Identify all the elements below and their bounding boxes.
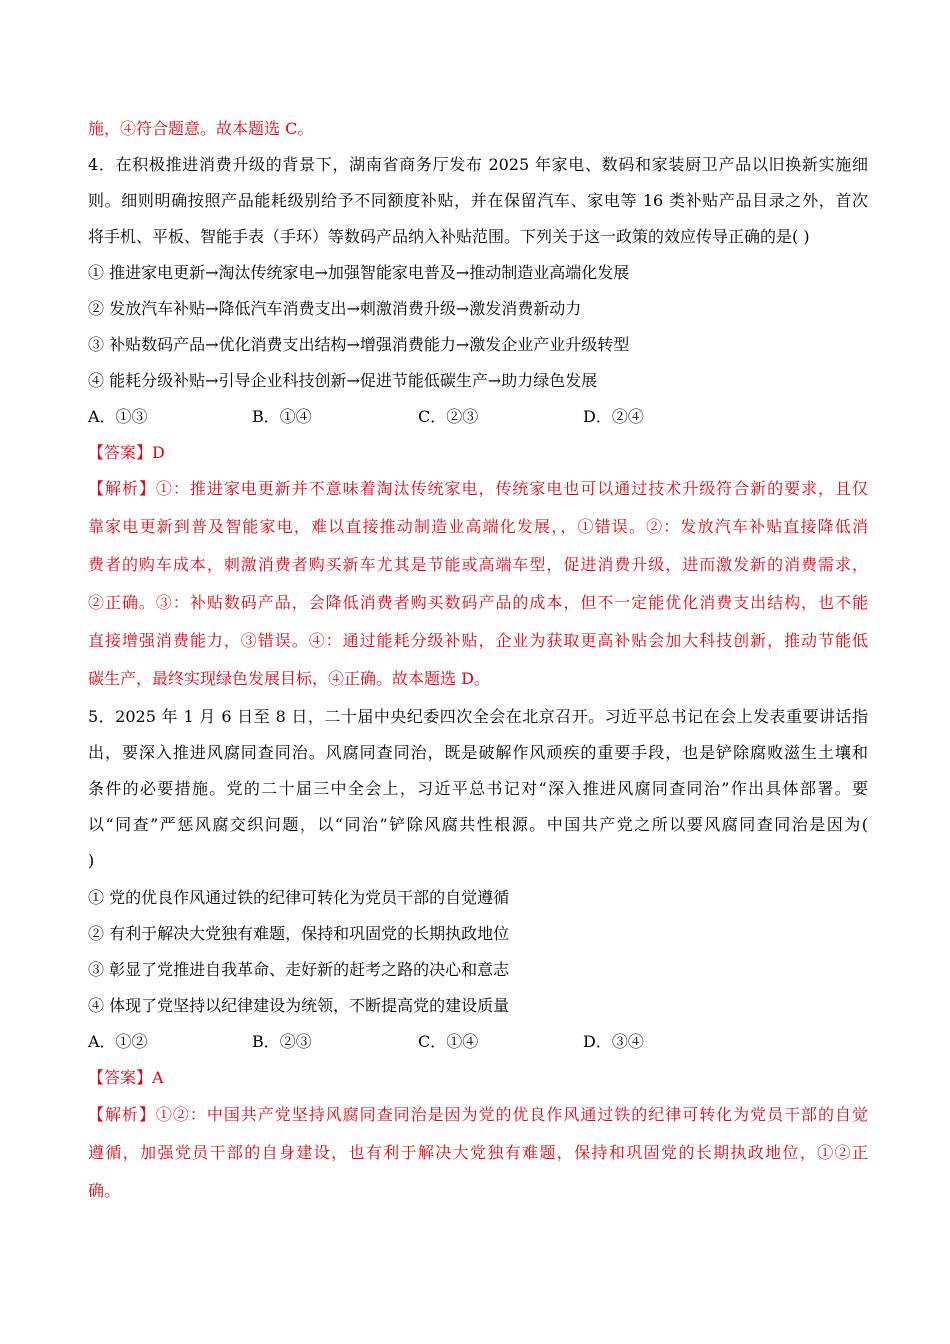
q4-statement-1: ① 推进家电更新→淘汰传统家电→加强智能家电普及→推动制造业高端化发展: [88, 263, 630, 282]
q4-stem-line: 4．在积极推进消费升级的背景下，湖南省商务厅发布 2025 年家电、数码和家装厨卫产品以旧换新实施细: [88, 155, 868, 174]
q5-statement-2: ② 有利于解决大党独有难题，保持和巩固党的长期执政地位: [88, 924, 510, 943]
q4-statement-4: ④ 能耗分级补贴→引导企业科技创新→促进节能低碳生产→助力绿色发展: [88, 371, 598, 390]
q5-stem-line: 5．2025 年 1 月 6 日至 8 日，二十届中央纪委四次全会在北京召开。习近平总书记在会上发表重要讲话指: [88, 707, 868, 726]
q5-option-d: D．③④: [583, 1032, 644, 1051]
carry-over-analysis: 施，④符合题意。故本题选 C。: [88, 119, 314, 138]
q5-stem-line: 以“同查”严惩风腐交织问题，以“同治”铲除风腐共性根源。中国共产党之所以要风腐同查同治是因为(: [88, 815, 868, 834]
q5-stem-line: ): [88, 851, 95, 870]
q4-option-a: A．①③: [88, 407, 148, 426]
q4-stem-line: 将手机、平板、智能手表（手环）等数码产品纳入补贴范围。下列关于这一政策的效应传导正确的是( ): [88, 227, 810, 246]
q5-stem-line: 出，要深入推进风腐同查同治。风腐同查同治，既是破解作风顽疾的重要手段，也是铲除腐败滋生土壤和: [88, 743, 868, 762]
q4-stem-line: 则。细则明确按照产品能耗级别给予不同额度补贴，并在保留汽车、家电等 16 类补贴产品目录之外，首次: [88, 191, 868, 210]
q5-analysis-line: 确。: [88, 1181, 121, 1200]
q4-answer: 【答案】D: [88, 443, 165, 462]
q4-analysis-line: 靠家电更新到普及智能家电，难以直接推动制造业高端化发展，，①错误。②：发放汽车补贴直接降低消: [88, 517, 868, 536]
q5-statement-4: ④ 体现了党坚持以纪律建设为统领，不断提高党的建设质量: [88, 996, 510, 1015]
q4-option-c: C．②③: [418, 407, 479, 426]
q4-analysis-line: 费者的购车成本，刺激消费者购买新车尤其是节能或高端车型，促进消费升级，进而激发新的消费需求，: [88, 555, 868, 574]
q5-option-c: C．①④: [418, 1032, 479, 1051]
q4-analysis-line: 直接增强消费能力，③错误。④：通过能耗分级补贴，企业为获取更高补贴会加大科技创新，推动节能低: [88, 631, 868, 650]
q4-statement-3: ③ 补贴数码产品→优化消费支出结构→增强消费能力→激发企业产业升级转型: [88, 335, 630, 354]
q5-option-a: A．①②: [88, 1032, 148, 1051]
q4-option-d: D．②④: [583, 407, 644, 426]
q5-statement-3: ③ 彰显了党推进自我革命、走好新的赶考之路的决心和意志: [88, 960, 510, 979]
q4-analysis-line: 【解析】①：推进家电更新并不意味着淘汰传统家电，传统家电也可以通过技术升级符合新的要求，且仅: [88, 479, 868, 498]
q4-option-b: B．①④: [252, 407, 312, 426]
q5-answer: 【答案】A: [88, 1068, 164, 1087]
q5-analysis-line: 遵循，加强党员干部的自身建设，也有利于解决大党独有难题，保持和巩固党的长期执政地位，①②正: [88, 1143, 868, 1162]
q5-option-b: B．②③: [252, 1032, 312, 1051]
q5-stem-line: 条件的必要措施。党的二十届三中全会上，习近平总书记对“深入推进风腐同查同治”作出具体部署。要: [88, 779, 868, 798]
q5-analysis-line: 【解析】①②：中国共产党坚持风腐同查同治是因为党的优良作风通过铁的纪律可转化为党员干部的自觉: [88, 1105, 868, 1124]
q4-analysis-line: 碳生产，最终实现绿色发展目标，④正确。故本题选 D。: [88, 669, 490, 688]
q4-analysis-line: ②正确。③：补贴数码产品，会降低消费者购买数码产品的成本，但不一定能优化消费支出结构，也不能: [88, 593, 868, 612]
q4-statement-2: ② 发放汽车补贴→降低汽车消费支出→刺激消费升级→激发消费新动力: [88, 299, 582, 318]
q5-statement-1: ① 党的优良作风通过铁的纪律可转化为党员干部的自觉遵循: [88, 888, 510, 907]
